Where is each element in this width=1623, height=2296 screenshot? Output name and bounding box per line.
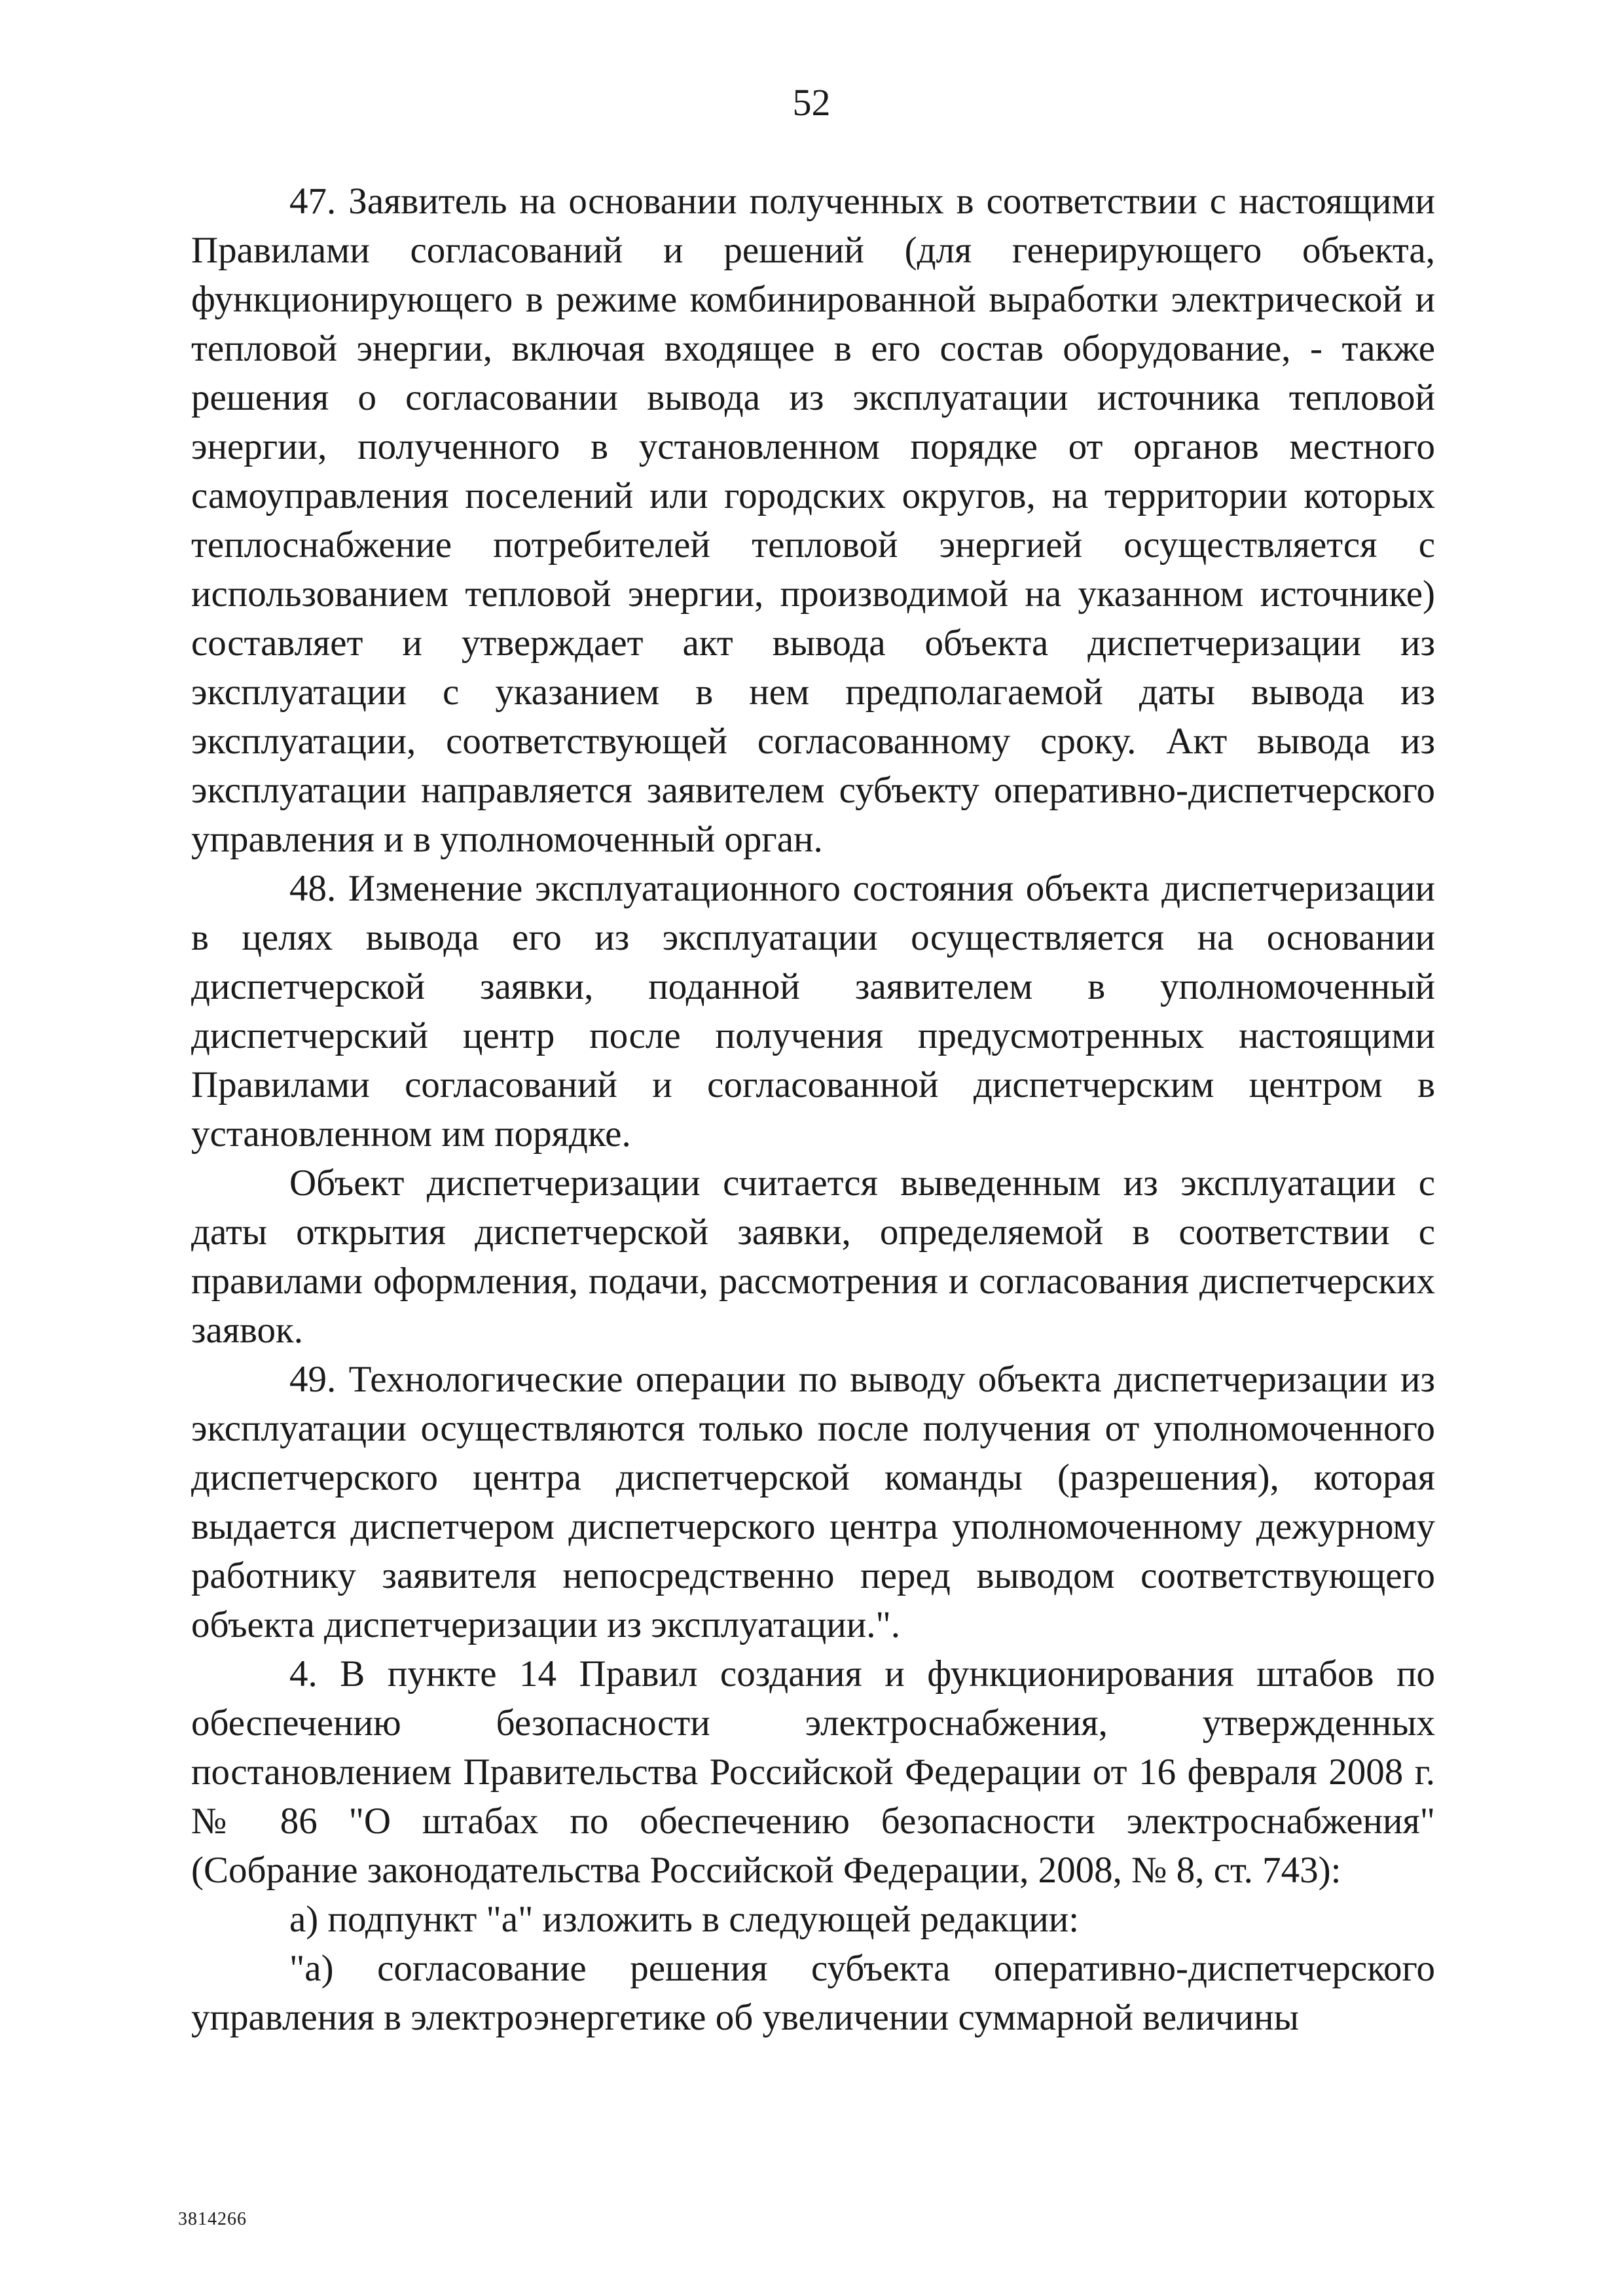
paragraph-47: 47. Заявитель на основании полученных в соответствии с настоящими Правилами согласований и решений (для генерирующего объекта, функционирующего в режиме комбинированной выработки электрической и тепловой энергии, включая входящее в его состав оборудование, - также решения о согласовании вывода из эксплуатации источника тепловой энергии, полученного в установленном порядке от органов местного самоуправления поселений или городских округов, на территории которых теплоснабжение потребителей тепловой энергией осуществляется с использованием тепловой энергии, производимой на указанном источнике) составляет и утверждает акт вывода объекта диспетчеризации из эксплуатации с указанием в нем предполагаемой даты вывода из эксплуатации, соответствующей согласованному сроку. Акт вывода из эксплуатации направляется заявителем субъекту оперативно-диспетчерского управления и в уполномоченный орган. — [191, 181, 1435, 860]
page-number: 52 — [792, 81, 831, 124]
paragraph-49: 49. Технологические операции по выводу объекта диспетчеризации из эксплуатации осуществляются только после получения от уполномоченного диспетчерского центра диспетчерской команды (разрешения), которая выдается диспетчером диспетчерского центра уполномоченному дежурному работнику заявителя непосредственно перед выводом соответствующего объекта диспетчеризации из эксплуатации.". — [191, 1359, 1435, 1645]
document-body — [191, 177, 1435, 2042]
paragraph-48-continued: Объект диспетчеризации считается выведенным из эксплуатации с даты открытия диспетчерской заявки, определяемой в соответствии с правилами оформления, подачи, рассмотрения и согласования диспетчерских заявок. — [191, 1162, 1435, 1351]
paragraph-subitem-a-text: "а) согласование решения субъекта оперативно-диспетчерского управления в электроэнергетике об увеличении суммарной величины — [191, 1948, 1435, 2038]
paragraph-48: 48. Изменение эксплуатационного состояния объекта диспетчеризации в целях вывода его из эксплуатации осуществляется на основании диспетчерской заявки, поданной заявителем в уполномоченный диспетчерский центр после получения предусмотренных настоящими Правилами согласований и согласованной диспетчерским центром в установленном им порядке. — [191, 868, 1435, 1155]
paragraph-item-4: 4. В пункте 14 Правил создания и функционирования штабов по обеспечению безопасности электроснабжения, утвержденных постановлением Правительства Российской Федерации от 16 февраля 2008 г. № 86 "О штабах по обеспечению безопасности электроснабжения" (Собрание законодательства Российской Федерации, 2008, № 8, ст. 743): — [191, 1653, 1435, 1891]
paragraph-subitem-a: а) подпункт "а" изложить в следующей редакции: — [289, 1899, 1080, 1940]
document-id: 3814266 — [178, 2209, 247, 2229]
